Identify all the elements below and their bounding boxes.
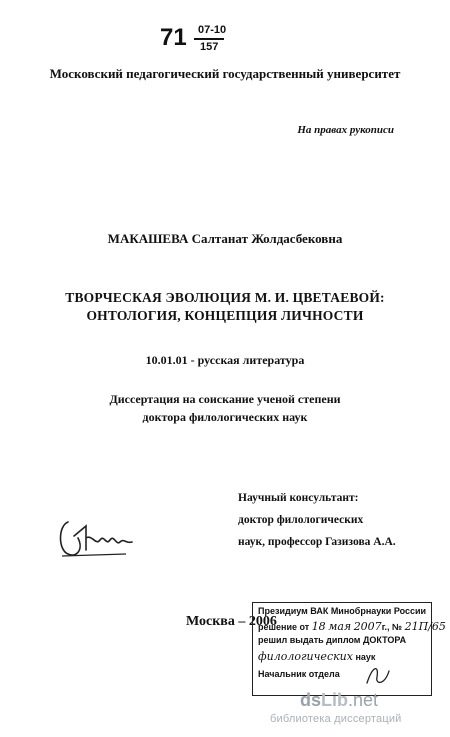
speciality-code: 10.01.01 - русская литература — [145, 353, 305, 367]
stamp-line-5: Начальник отдела — [258, 669, 340, 679]
author-signature — [56, 516, 136, 560]
stamp-signature — [363, 661, 393, 689]
stamp-decision-label: решение от — [258, 622, 310, 632]
stamp-line-2 — [258, 620, 446, 633]
stamp-day: 18 — [311, 620, 326, 633]
stamp-line-1: Президиум ВАК Минобрнауки России — [258, 606, 427, 616]
archive-code-bottom: 157 — [200, 41, 219, 53]
title-line-1: ТВОРЧЕСКАЯ ЭВОЛЮЦИЯ М. И. ЦВЕТАЕВОЙ: — [65, 290, 385, 305]
scientific-consultant — [238, 487, 396, 553]
vak-stamp — [252, 602, 446, 696]
stamp-line-4 — [258, 650, 375, 663]
author-name: МАКАШЕВА Салтанат Жолдасбековна — [107, 231, 343, 246]
dissertation-title — [0, 289, 450, 325]
watermark-logo — [300, 690, 378, 711]
stamp-month: мая — [328, 620, 352, 633]
degree-statement — [0, 390, 450, 426]
watermark-logo-ds: ds — [300, 690, 322, 710]
stamp-number-label: г., № — [381, 622, 403, 632]
stamp-decision-number: 21П/65 — [404, 620, 446, 633]
watermark-logo-net: .net — [348, 690, 379, 710]
consultant-line-3: наук, профессор Газизова А.А. — [238, 536, 396, 548]
archive-code-top: 07-10 — [198, 24, 227, 36]
stamp-field-handwritten: филологических — [258, 650, 353, 663]
archive-code-number: 71 — [160, 24, 187, 51]
university-name: Московский педагогический государственный университет — [49, 66, 401, 81]
watermark-subtitle: библиотека диссертаций — [270, 713, 402, 725]
stamp-line-3: решил выдать диплом ДОКТОРА — [258, 635, 407, 645]
city-year: Москва – 2006 — [186, 614, 277, 629]
degree-line-2: доктора филологических наук — [142, 410, 308, 424]
consultant-line-1: Научный консультант: — [238, 492, 359, 504]
stamp-field-suffix: наук — [355, 652, 376, 662]
watermark-logo-lib: Lib — [321, 690, 349, 710]
archive-code-divider — [194, 38, 224, 40]
rights-note: На правах рукописи — [297, 124, 394, 136]
title-line-2: ОНТОЛОГИЯ, КОНЦЕПЦИЯ ЛИЧНОСТИ — [86, 308, 364, 323]
consultant-line-2: доктор филологических — [238, 514, 364, 526]
stamp-year: 2007 — [353, 620, 382, 633]
degree-line-1: Диссертация на соискание ученой степени — [109, 392, 341, 406]
